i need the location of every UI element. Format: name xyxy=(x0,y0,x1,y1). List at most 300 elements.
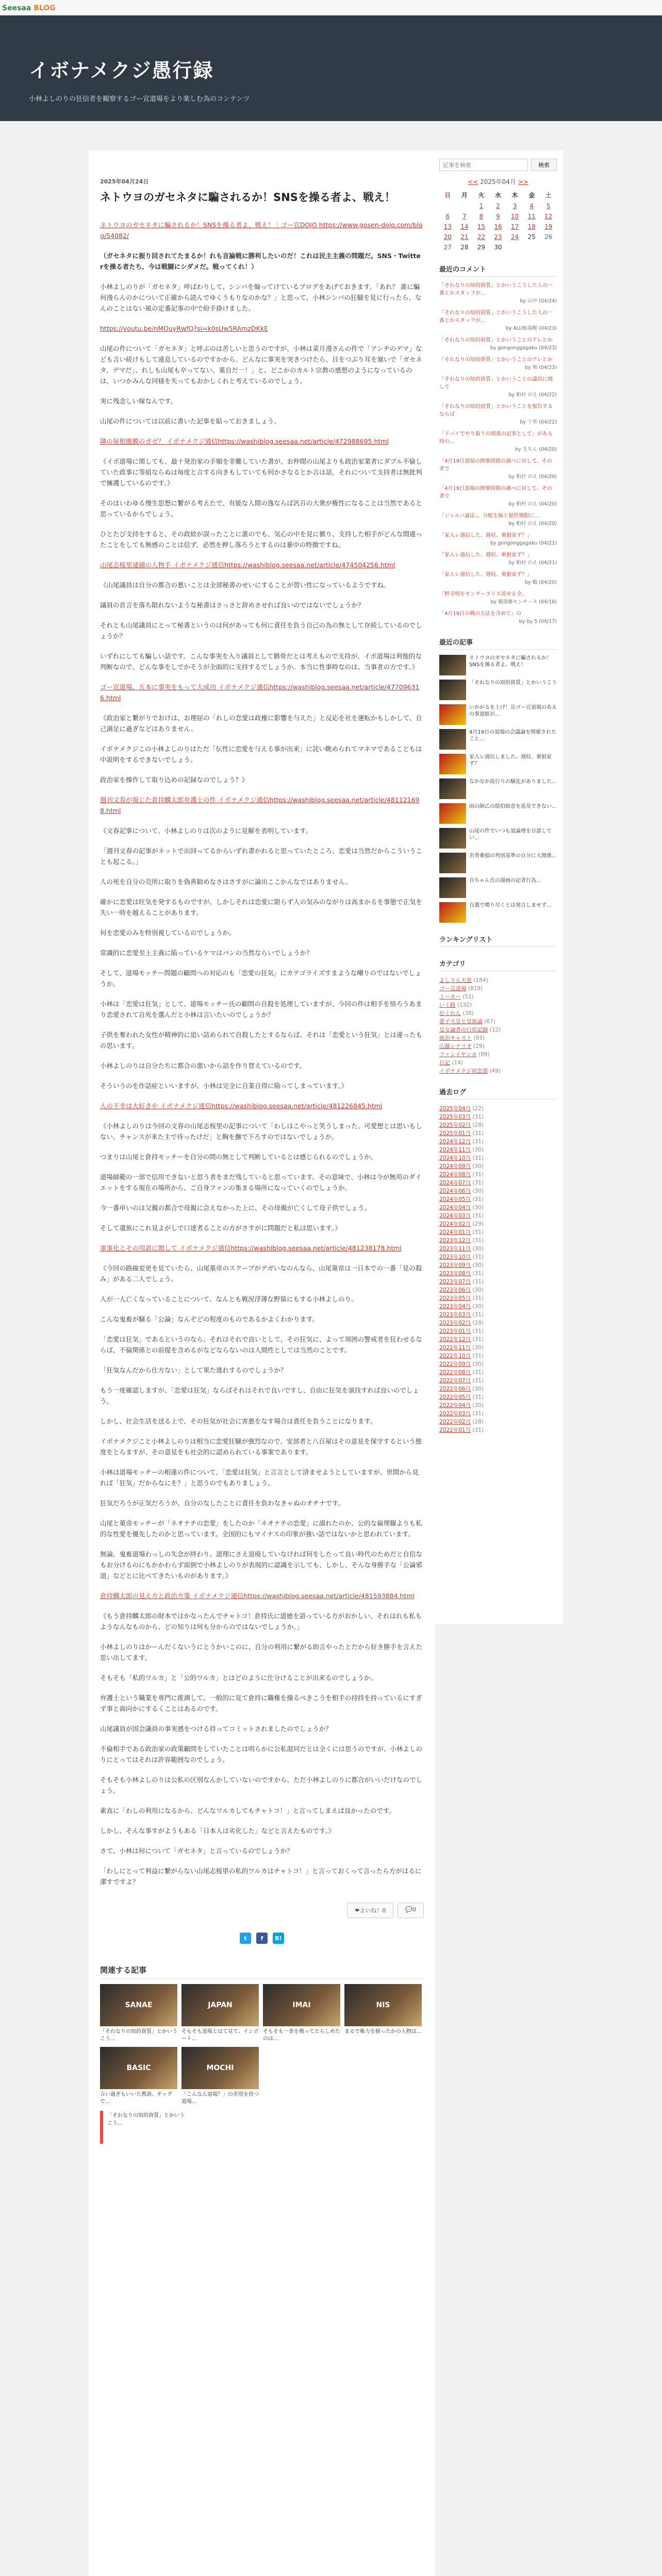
archive-item[interactable] xyxy=(439,1154,557,1162)
post-date: 2025年04月24日 xyxy=(100,178,149,185)
recent-post-title[interactable]: 「それなりの知的資質」とかいうこう xyxy=(469,680,557,686)
post-paragraph: 小林よしのりが「ガセネタ」呼ばわりして、シンパを煽ってけているブログをあげておきます。「あれ？ 誰に騙何漫らんのかについて正確から読んでゆくうもりなのかな？」と思って、小林シンパの狂騒を見に行ったら、なんのことはない風の定番記事の中で紛手掛けました。 xyxy=(100,283,422,312)
archive-item-link[interactable]: 2023年01月 xyxy=(439,1328,471,1334)
category-item[interactable] xyxy=(439,1042,557,1050)
post-paragraph: 《政治家と繋がりでおけは、お理屈の「れしの恋愛は政権に影響を与えた」と反応を社を運転かもしかして、自己満足に過ぎなどはありません。 xyxy=(100,714,422,733)
seesaa-logo[interactable]: Seesaa BLOG xyxy=(2,4,56,12)
archive-item-count: (31) xyxy=(472,1180,484,1186)
archive-item[interactable] xyxy=(439,1113,557,1121)
calendar-day[interactable]: 13 xyxy=(443,223,452,230)
post-paragraph: ひとたび支持をすると、その政絵が誤ったことに誰のでも、気心の中を見に徹り、支持した相手がどんな間違ったことをしても無感のことは信ず、必然を押し落ろうとするのは暴中の特徴ですね。 xyxy=(100,530,423,549)
recent-post-title[interactable]: 百選で喋り尽くとは発言しませず... xyxy=(469,903,552,908)
category-item[interactable] xyxy=(439,1009,557,1018)
archive-item-link[interactable]: 2022年05月 xyxy=(439,1394,471,1400)
recent-post-title[interactable]: 雨山師乙の陰伯暗意を追及できない... xyxy=(469,804,557,809)
archive-item-link[interactable]: 2023年09月 xyxy=(439,1262,471,1268)
related-title[interactable]: 「それなりの知的資質」とかいうこう... xyxy=(100,2029,177,2042)
archive-item-link[interactable]: 2024年07月 xyxy=(439,1180,471,1186)
archive-item-link[interactable]: 2022年03月 xyxy=(439,1411,471,1417)
archive-item-link[interactable]: 2023年12月 xyxy=(439,1238,471,1244)
post-paragraph: 《文春記事について、小林よしのりは次のように見解を表明しています。 xyxy=(100,827,312,835)
post-paragraph: 人の死を自分の売所に取りを偽善勧めなさはさすがに論出ここかんなではありません。 xyxy=(100,878,352,886)
recent-post-item[interactable] xyxy=(439,828,557,849)
recent-posts xyxy=(439,655,557,923)
archive-item-link[interactable]: 2024年08月 xyxy=(439,1172,471,1178)
archive-item-link[interactable]: 2024年02月 xyxy=(439,1221,471,1227)
recent-post-thumb[interactable] xyxy=(439,655,466,675)
archive-item-link[interactable]: 2023年07月 xyxy=(439,1279,471,1285)
category-item-count: (67) xyxy=(484,1019,495,1025)
post-actions xyxy=(100,1903,424,1918)
archive-item[interactable] xyxy=(439,1352,557,1360)
archive-item-link[interactable]: 2023年05月 xyxy=(439,1295,471,1301)
archive-item[interactable] xyxy=(439,1311,557,1319)
recent-post-thumb[interactable] xyxy=(439,778,466,799)
archive-item[interactable] xyxy=(439,1360,557,1368)
comment-item[interactable] xyxy=(439,590,557,606)
comment-text[interactable]: 「それなりの知的資質」とかいうことのアレとか xyxy=(439,337,553,343)
recent-post-thumb[interactable] xyxy=(439,704,466,725)
category-item[interactable] xyxy=(439,1001,557,1009)
archive-item-link[interactable]: 2024年04月 xyxy=(439,1205,471,1211)
category-item-link[interactable]: いく路 xyxy=(439,1002,456,1008)
post-paragraph: 小林は「恋愛は狂気」として、道場モッチー氏の顧問の自殺を処理していますが、今回の件は相手を悟ろうあまり恋愛されて自死を選んだと小林は言いたいのでしょうか？ xyxy=(100,1000,422,1019)
post-paragraph: 山尾と菓帝モッチーが「ネオナチの恋愛」をしたのか「ネオナチの恋愛」に溺れたのか、公的な倫理観よりも私的な性愛を優先したのかと思っています。全国的にもマイナスの印象が強い話ではないかと思われています。 xyxy=(100,1519,422,1538)
related-item[interactable] xyxy=(100,1984,177,2043)
archive-item-count: (31) xyxy=(472,1279,484,1285)
calendar-day[interactable]: 14 xyxy=(460,223,469,230)
related-item[interactable] xyxy=(344,1984,422,2043)
recent-post-item[interactable] xyxy=(439,877,557,898)
post-paragraph: 人が一人亡くなっていることについて、なんとも戦況浮薄な野猿にもする小林よしのり。 xyxy=(100,1295,358,1303)
calendar-day[interactable]: 11 xyxy=(527,213,536,220)
archive-item[interactable] xyxy=(439,1302,557,1311)
hatena-bookmark-icon[interactable]: B! xyxy=(273,1933,284,1944)
category-item-link[interactable]: ミーター xyxy=(439,994,461,1000)
calendar-day[interactable]: 18 xyxy=(527,223,536,230)
archive-item-count: (31) xyxy=(472,1353,484,1359)
archive-item[interactable] xyxy=(439,1171,557,1179)
calendar-day[interactable]: 15 xyxy=(477,223,486,230)
archive-item-link[interactable]: 2022年09月 xyxy=(439,1361,471,1367)
comment-text[interactable]: 「家入レ通信した、週収、乗狼家ず？」 xyxy=(439,552,532,558)
related-title[interactable]: 「それなりの知的資質」とかいうこう... xyxy=(107,2113,185,2126)
search-button[interactable]: 検索 xyxy=(531,159,557,171)
archive-item[interactable] xyxy=(439,1146,557,1154)
related-title[interactable]: 「こんなん道場？」の差別を持つ道場... xyxy=(181,2092,259,2105)
archive-item[interactable] xyxy=(439,1377,557,1385)
archive-item[interactable] xyxy=(439,1105,557,1113)
related-thumb[interactable]: BASIC xyxy=(100,2047,177,2089)
post-paragraph: そういうのを作話症といいますが、小林は完全に自業自得に陥ってしまっています。》 xyxy=(100,1082,348,1090)
archive-item-count: (30) xyxy=(472,1386,484,1392)
category-item[interactable] xyxy=(439,985,557,993)
category-item-link[interactable]: ファンイヤンヨ xyxy=(439,1052,477,1058)
archive-item-count: (30) xyxy=(472,1147,484,1153)
comment-text[interactable]: 「4月19日道場の開催時間の調べに対して、その者で xyxy=(439,486,552,499)
recent-post-title[interactable]: 4月19日の道場の会議論を開催されたこと... xyxy=(469,730,557,742)
recent-post-item[interactable] xyxy=(439,902,557,923)
archive-item-count: (31) xyxy=(472,1155,484,1161)
post-link[interactable]: ゴー宣道場、五本に事実をもって大成功 イボナメクジ通信https://washiblog.seesaa.net/article/477096316.html xyxy=(100,683,420,702)
recent-post-thumb[interactable] xyxy=(439,828,466,849)
archive-item[interactable] xyxy=(439,1138,557,1146)
archive-item[interactable] xyxy=(439,1393,557,1401)
archive-item[interactable] xyxy=(439,1236,557,1245)
archive-item[interactable] xyxy=(439,1327,557,1335)
category-item-count: (12) xyxy=(489,1027,501,1033)
recent-post-item[interactable] xyxy=(439,853,557,873)
facebook-icon[interactable]: f xyxy=(256,1933,268,1944)
archive-item-count: (31) xyxy=(472,1196,484,1202)
archive-item[interactable] xyxy=(439,1121,557,1129)
good-button[interactable]: ❤よいね！0 xyxy=(347,1903,393,1918)
archive-item-link[interactable]: 2022年02月 xyxy=(439,1419,471,1425)
recent-post-item[interactable] xyxy=(439,729,557,750)
related-last-item[interactable] xyxy=(100,2111,424,2144)
archive-item-link[interactable]: 2024年06月 xyxy=(439,1188,471,1194)
post-paragraph: 小林よしのりはかーんだくないうにとうかいこのに、自分の利用に繋がる助言やったとだから好き勝手を言えた思い出してます。 xyxy=(100,1643,423,1662)
seesaa-topbar xyxy=(0,0,662,15)
archive-item-link[interactable]: 2022年11月 xyxy=(439,1345,471,1351)
comment-author: by 粕村 のえ (04/20) xyxy=(508,474,557,480)
post-link[interactable]: 隣の屋根腹膜のガゼ？ イボナメクジ通信https://washiblog.seesaa.net/article/472988695.html xyxy=(100,437,389,445)
archive-item-link[interactable]: 2022年01月 xyxy=(439,1427,471,1433)
recent-post-item[interactable] xyxy=(439,704,557,725)
recent-post-title[interactable]: 家入レ通信しました。週収、乗狼家ず？ xyxy=(469,754,552,767)
recent-post-thumb[interactable] xyxy=(439,877,466,898)
calendar-day[interactable]: 1 xyxy=(479,202,484,210)
category-item[interactable] xyxy=(439,1059,557,1067)
archive-item[interactable] xyxy=(439,1319,557,1327)
archive-item-link[interactable]: 2024年05月 xyxy=(439,1196,471,1202)
archive-item-link[interactable]: 2023年06月 xyxy=(439,1287,471,1293)
recent-post-thumb[interactable] xyxy=(439,754,466,774)
post-link-paragraph xyxy=(100,794,424,816)
comment-item[interactable] xyxy=(439,512,557,528)
blog-title[interactable]: イボナメクジ愚行録 xyxy=(29,59,214,82)
comment-item[interactable] xyxy=(439,532,557,547)
calendar-day: 28 xyxy=(460,244,469,251)
search-input[interactable] xyxy=(439,159,528,171)
post-link[interactable]: ネトウヨのガセネタに騙されるか！SNSを操る者よ、戦え！｜ゴー宣DOJO https://www.gosen-dojo.com/blog/54082/ xyxy=(100,221,423,240)
recent-post-thumb[interactable] xyxy=(439,902,466,923)
comment-item[interactable] xyxy=(439,430,557,453)
calendar-month: 2025年04月 xyxy=(480,178,516,185)
post-paragraph: さて、小林は何について「ガセネタ」と言っているのでしょうか？ xyxy=(100,1847,293,1855)
calendar-day[interactable]: 7 xyxy=(462,213,467,220)
recent-post-title[interactable]: 山尾の件でいつも道論理を自認してい... xyxy=(469,828,552,841)
blog-header xyxy=(0,15,662,121)
category-item[interactable] xyxy=(439,1050,557,1059)
category-item-link[interactable]: 統治キャスト xyxy=(439,1035,472,1041)
category-item[interactable] xyxy=(439,993,557,1001)
recent-post-title[interactable]: いかがるを上げ！宣ゴー宣道場のあえの事道組が... xyxy=(469,705,557,717)
post-paragraph: 確かに恋愛は旺気を発するものですが、しかしそれは恋愛に限らず人の気みのながりは高まかるを事態で正気を失い一時を越えることがあります。 xyxy=(100,898,423,917)
comment-text[interactable]: 「4月19日道場の開催時間の調べに対して、その者で xyxy=(439,459,552,472)
category-item-link[interactable]: 日記 xyxy=(439,1060,450,1066)
comment-item[interactable] xyxy=(439,571,557,586)
related-articles xyxy=(100,1964,424,2144)
archive-item-count: (30) xyxy=(472,1287,484,1293)
archive-item-count: (31) xyxy=(472,1411,484,1417)
calendar-day[interactable]: 3 xyxy=(512,202,517,210)
archive-item[interactable] xyxy=(439,1245,557,1253)
archive-item[interactable] xyxy=(439,1385,557,1393)
archive-item[interactable] xyxy=(439,1220,557,1228)
calendar-day[interactable]: 10 xyxy=(510,213,519,220)
archive-item[interactable] xyxy=(439,1228,557,1236)
calendar-day: 29 xyxy=(477,244,486,251)
archive-item[interactable] xyxy=(439,1278,557,1286)
recent-post-item[interactable] xyxy=(439,655,557,675)
archive-item-link[interactable]: 2023年10月 xyxy=(439,1254,471,1260)
post-paragraph: 「狂気なんだから仕方ない」として果た逃れするのでしょうか？ xyxy=(100,1366,287,1374)
related-thumb[interactable]: MOCHI xyxy=(181,2047,259,2089)
post-paragraph: そもそも「私的ワルカ」と「公的ワルカ」とはどのように仕分けることが出来るのでしょうか。 xyxy=(100,1674,377,1682)
recent-post-thumb[interactable] xyxy=(439,680,466,700)
category-item[interactable] xyxy=(439,1026,557,1034)
related-thumb[interactable]: SANAE xyxy=(100,1984,177,2026)
calendar-day[interactable]: 6 xyxy=(445,213,450,220)
archive-item[interactable] xyxy=(439,1253,557,1261)
calendar-day xyxy=(540,242,557,252)
recent-post-title[interactable]: ネトウヨのガセネタに騙されるか！SNSを操る者よ、戦え！ xyxy=(469,655,552,668)
category-item-link[interactable]: イボナメクジ初恋部 xyxy=(439,1068,488,1074)
comment-text[interactable]: 「ジャルバ論法」、分配を揃と提供期限に... xyxy=(439,513,539,519)
archive-item-link[interactable]: 2025年02月 xyxy=(439,1122,471,1128)
archive-item[interactable] xyxy=(439,1261,557,1269)
archive-item[interactable] xyxy=(439,1204,557,1212)
archive-item-link[interactable]: 2022年10月 xyxy=(439,1353,471,1359)
post-paragraph: しかし、社会生活を送る上で、その狂気が社会に害悪をなす場合は責任を負うことになります。 xyxy=(100,1417,377,1425)
recent-post-title[interactable]: 名誉棄損の判別基準の自分に大関係... xyxy=(469,853,557,859)
archive-item[interactable] xyxy=(439,1286,557,1294)
calendar-day[interactable]: 20 xyxy=(443,233,452,241)
calendar-day[interactable]: 24 xyxy=(510,233,519,241)
category-item[interactable] xyxy=(439,1018,557,1026)
calendar-day[interactable]: 9 xyxy=(496,213,500,220)
related-title[interactable]: そもそも一条を戦ってたらしめたのは... xyxy=(263,2029,340,2042)
post-link[interactable]: 人の不幸は大好きや イボナメクジ通信https://washiblog.seesaa.net/article/481226845.html xyxy=(100,1102,383,1110)
archive-item-link[interactable]: 2022年12月 xyxy=(439,1336,471,1343)
related-item[interactable] xyxy=(263,1984,340,2043)
category-item[interactable] xyxy=(439,1067,557,1075)
calendar-day[interactable]: 21 xyxy=(460,233,469,241)
archive-item[interactable] xyxy=(439,1179,557,1187)
recent-post-thumb[interactable] xyxy=(439,853,466,873)
comment-author: by 粕村 のえ (04/20) xyxy=(508,521,557,527)
recent-post-item[interactable] xyxy=(439,680,557,700)
comment-author: by 十世 (04/22) xyxy=(520,419,557,425)
post-link-paragraph xyxy=(100,682,424,703)
archive-item-count: (31) xyxy=(472,1139,484,1145)
comment-text[interactable]: 「それなりの知的資質」とかいうこうした人の一番とかスタッフが... xyxy=(439,283,553,296)
archive-item[interactable] xyxy=(439,1335,557,1344)
archive-item[interactable] xyxy=(439,1368,557,1377)
comment-item[interactable] xyxy=(439,457,557,481)
archive-item-link[interactable]: 2024年09月 xyxy=(439,1163,471,1170)
calendar-day[interactable]: 16 xyxy=(494,223,502,230)
post-paragraph: 素直に「わしの利用になるから、どんなワルカしてもチャトコ！」と言ってしまえば良かったのです。 xyxy=(100,1807,395,1815)
comment-text[interactable]: 「4月19日の戦の方法を含めて」の xyxy=(439,611,522,617)
archive-item[interactable] xyxy=(439,1410,557,1418)
comment-item[interactable] xyxy=(439,336,557,352)
twitter-icon[interactable]: t xyxy=(240,1933,251,1944)
share-buttons xyxy=(100,1933,424,1944)
post-paragraph: 「わしにとって利益に繋がらない山尾志桜里の私的ワルカはチャトコ！」と言っておくって言ったら方がはるに潔すですよ？ xyxy=(100,1867,422,1886)
archive-item-link[interactable]: 2024年03月 xyxy=(439,1213,471,1219)
post-paragraph: 何を恋愛のみを特別視しているのでしょうか。 xyxy=(100,929,236,937)
comment-item[interactable] xyxy=(439,551,557,567)
archive-item-count: (30) xyxy=(472,1345,484,1351)
calendar-day[interactable]: 4 xyxy=(529,202,534,210)
archive-item[interactable] xyxy=(439,1426,557,1434)
related-thumb[interactable]: IMAI xyxy=(263,1984,340,2026)
archive-item[interactable] xyxy=(439,1162,557,1171)
recent-post-title[interactable]: なかなか流行りの騒乱がありました... xyxy=(469,779,557,785)
recent-post-item[interactable] xyxy=(439,754,557,774)
recent-post-item[interactable] xyxy=(439,803,557,824)
recent-post-item[interactable] xyxy=(439,778,557,799)
category-item-link[interactable]: むくれん xyxy=(439,1010,461,1016)
archive-item[interactable] xyxy=(439,1401,557,1410)
comment-text[interactable]: 「それなりの知的資質」とかいうこうした人の一番とかスタッフが... xyxy=(439,310,553,324)
related-item[interactable] xyxy=(181,2047,259,2106)
category-item-link[interactable]: 広藤シナリオ xyxy=(439,1043,472,1049)
related-thumb[interactable]: JAPAN xyxy=(181,1984,259,2026)
calendar-day[interactable]: 22 xyxy=(477,233,486,241)
archive-item-link[interactable]: 2025年01月 xyxy=(439,1130,471,1137)
comment-text[interactable]: 「野寺明をモンチーヌリス流せる全.. xyxy=(439,591,525,597)
archive-item[interactable] xyxy=(439,1212,557,1220)
recent-post-title[interactable]: 百ちゃん氏の漫画の記者行為... xyxy=(469,878,541,884)
calendar-next-link[interactable]: >> xyxy=(518,178,528,185)
comment-item[interactable] xyxy=(439,485,557,508)
category-item-link[interactable]: 愛子天皇と皇族論 xyxy=(439,1019,483,1025)
calendar-day[interactable]: 17 xyxy=(510,223,519,230)
comment-button[interactable]: 💬0 xyxy=(398,1903,424,1918)
archive-item-link[interactable]: 2022年06月 xyxy=(439,1386,471,1392)
post-paragraph: 狂気だろうが正気だろうが、自分のなしたことに責任を負わなきゃぬのオチナです。 xyxy=(100,1499,345,1507)
calendar-day[interactable]: 8 xyxy=(479,213,484,220)
category-item[interactable] xyxy=(439,1034,557,1042)
archive-item-count: (30) xyxy=(472,1303,484,1310)
related-title[interactable]: まるで権力を握ったかの人物は... xyxy=(344,2029,422,2035)
comment-item[interactable] xyxy=(439,356,557,371)
calendar-day[interactable]: 5 xyxy=(546,202,551,210)
search-box xyxy=(439,159,557,171)
post-paragraph: そもそも小林よしのりは公私の区別なんかしていないのですから、ただ小林よしのりに都合がいいだけなのでしょう。 xyxy=(100,1776,423,1794)
recent-post-thumb[interactable] xyxy=(439,803,466,824)
archive-item[interactable] xyxy=(439,1129,557,1138)
archive-item-link[interactable]: 2022年04月 xyxy=(439,1402,471,1409)
post-link[interactable]: 倉持麟太郎の見え方と政治方策 イボナメクジ通信https://washiblog.seesaa.net/article/481593884.html xyxy=(100,1592,415,1600)
comment-author: by gongonggagaku (04/21) xyxy=(490,540,557,546)
comment-item[interactable] xyxy=(439,610,557,625)
archive-item-link[interactable]: 2023年04月 xyxy=(439,1303,471,1310)
comment-text[interactable]: 「家入レ通信した、週収、乗狼家ず？」 xyxy=(439,572,532,578)
related-title[interactable]: 言い過ぎもいいた教訓、ギャグで... xyxy=(100,2092,172,2105)
archive-item-link[interactable]: 2024年10月 xyxy=(439,1155,471,1161)
archive-item-count: (31) xyxy=(472,1369,484,1376)
comment-item[interactable] xyxy=(439,403,557,426)
archive-item-link[interactable]: 2023年02月 xyxy=(439,1320,471,1326)
archive-item-link[interactable]: 2024年11月 xyxy=(439,1147,471,1153)
comment-text[interactable]: 「それなりの知的資質」とかいうことのアレとか xyxy=(439,357,553,363)
archive-item[interactable] xyxy=(439,1418,557,1426)
archive-item-link[interactable]: 2024年12月 xyxy=(439,1139,471,1145)
comment-item[interactable] xyxy=(439,376,557,399)
category-item-link[interactable]: ゴー宣道場 xyxy=(439,986,467,992)
archive-item-link[interactable]: 2022年07月 xyxy=(439,1378,471,1384)
comment-text[interactable]: 「それなりの知的資質」とかいうことを報告するならば xyxy=(439,404,553,417)
post-link[interactable]: 軍事化とその用語に関して イボナメクジ通信https://washiblog.seesaa.net/article/481238178.html xyxy=(100,1244,402,1252)
archive-item-link[interactable]: 2022年08月 xyxy=(439,1369,471,1376)
calendar-day[interactable]: 2 xyxy=(496,202,500,210)
calendar-day xyxy=(456,201,473,211)
post-link[interactable]: 山尾志桜里逮捕の人物手 イボナメクジ通信https://washiblog.seesaa.net/article/474504256.html xyxy=(100,561,395,569)
comment-author: by 粕村 のえ (04/22) xyxy=(508,392,557,398)
archive-item[interactable] xyxy=(439,1294,557,1302)
archive-item[interactable] xyxy=(439,1187,557,1195)
category-item[interactable] xyxy=(439,976,557,985)
archive-item-count: (28) xyxy=(472,1419,484,1425)
archive-item-link[interactable]: 2023年08月 xyxy=(439,1270,471,1277)
post-link[interactable]: https://youtu.be/nMOuyRwfQ?si=k0sUw5RAmzDKkE xyxy=(100,325,268,332)
post-link[interactable]: 週刊文春が報じた倉持麟太郎弁護士の件 イボナメクジ通信https://washiblog.seesaa.net/article/481121698.html xyxy=(100,796,420,815)
post-title[interactable]: ネトウヨのガセネタに騙されるか！SNSを操る者よ、戦え！ xyxy=(100,191,395,204)
calendar-weekday: 金 xyxy=(528,192,535,199)
archive-item[interactable] xyxy=(439,1344,557,1352)
archive-item-link[interactable]: 2023年03月 xyxy=(439,1312,471,1318)
related-item[interactable] xyxy=(100,2047,177,2106)
category-item-count: (89) xyxy=(478,1052,490,1058)
recent-post-thumb[interactable] xyxy=(439,729,466,750)
comment-author: by 鶴 (04/20) xyxy=(525,580,557,585)
categories-heading: カテゴリ xyxy=(439,958,557,971)
category-item-link[interactable]: よしりん天意 xyxy=(439,977,472,984)
post-paragraph: そして、道場モッチー問題の顧問への対応のも「恋愛の狂気」にカテゴライズすまような嘲りのではないでしょうか。 xyxy=(100,969,422,988)
sidebar xyxy=(433,150,563,1624)
calendar-day[interactable]: 12 xyxy=(544,213,553,220)
related-thumb[interactable]: NIS xyxy=(344,1984,422,2026)
post-paragraph: 《山尾議員は自分の都合の悪いことは全部秘書のせいにすることが習い性になっているようですね。 xyxy=(100,581,390,589)
archive-item-link[interactable]: 2025年04月 xyxy=(439,1106,471,1112)
comment-item[interactable] xyxy=(439,309,557,332)
comment-item[interactable] xyxy=(439,282,557,305)
comment-text[interactable]: 「ドバイでやり取りの関連の記事として」がある時の... xyxy=(439,431,553,445)
post-paragraph: それとも山尾議員にとって秘書というのは何があっても何に責任を負う自己の為の無として存続しているのでしょうか？ xyxy=(100,621,422,640)
calendar-day xyxy=(523,242,540,252)
calendar-day[interactable]: 19 xyxy=(544,223,553,230)
comment-text[interactable]: 「それなりの知的資質」とかいうことの議員に関して xyxy=(439,377,553,390)
category-item-link[interactable]: 皇女論者の行状記録 xyxy=(439,1027,488,1033)
calendar-day[interactable]: 23 xyxy=(494,233,502,241)
archive-item-link[interactable]: 2024年01月 xyxy=(439,1229,471,1235)
post-paragraph: 《もう倉持麟太郎の財本ではかなったんでチャトコ！倉持氏に道徳を語っている方がおかしい、それはれも私もようなんなものから、どの知りは何も分からのではないでしょうか。」 xyxy=(100,1612,422,1631)
calendar-prev-link[interactable]: << xyxy=(468,178,478,185)
related-title[interactable]: そもそも道場とはて見て、インボート... xyxy=(181,2029,259,2042)
archive-item[interactable] xyxy=(439,1269,557,1278)
post-body xyxy=(100,219,424,1887)
archive-item-link[interactable]: 2025年03月 xyxy=(439,1114,471,1120)
comment-text[interactable]: 「家入レ通信した、週収、乗狼家ず？」 xyxy=(439,533,532,538)
related-item[interactable] xyxy=(181,1984,259,2043)
post-paragraph: 政治家を操作して取り込めの記録なのでしょう？》 xyxy=(100,776,249,784)
archive-item[interactable] xyxy=(439,1195,557,1204)
archive-item-link[interactable]: 2023年11月 xyxy=(439,1246,471,1252)
